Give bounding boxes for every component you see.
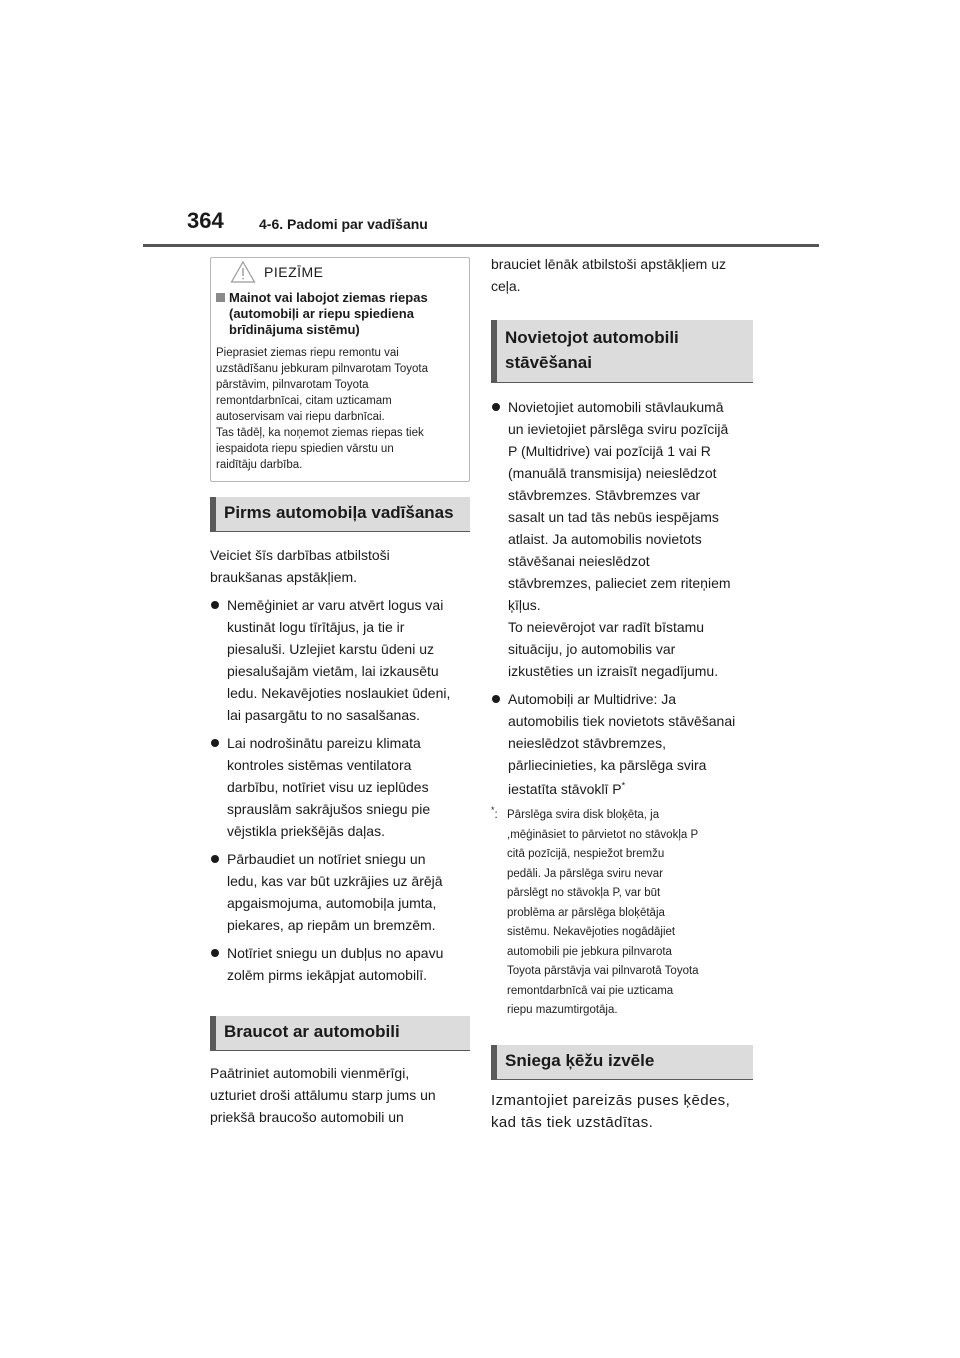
- bullet-item: [210, 942, 470, 986]
- page-header: [143, 208, 819, 246]
- bullet-line: ledu. Nekavējoties noslaukiet ūdeni,: [227, 685, 451, 701]
- heading-line: stāvēšanai: [505, 353, 592, 372]
- bullet-line: izkustēties un izraisīt negadījumu.: [508, 663, 719, 679]
- footnote-line: Pārslēga svira disk bloķēta, ja: [507, 809, 660, 821]
- paragraph-line: Paātriniet automobili vienmērīgi,: [210, 1065, 410, 1081]
- footnote-colon: :: [494, 809, 498, 821]
- paragraph-line: Izmantojiet pareizās puses ķēdes,: [491, 1091, 731, 1109]
- bullet-line: Nemēģiniet ar varu atvērt logus vai: [227, 597, 444, 613]
- bullet-item: [491, 396, 753, 682]
- footnote-line: remontdarbnīcā vai pie uzticama: [507, 984, 674, 997]
- footnote: [491, 806, 753, 1021]
- note-header: [216, 258, 463, 288]
- footnote-line: problēma ar pārslēga bloķētāja: [507, 906, 665, 919]
- right-column: [491, 253, 753, 1134]
- note-title: PIEZĪME: [264, 264, 324, 280]
- bullet-line: sasalt un tad tās nebūs iespējams: [508, 509, 719, 525]
- bullet-line: kustināt logu tīrītājus, ja tie ir: [227, 619, 405, 635]
- bullet-item: [210, 848, 470, 936]
- note-text-line: uzstādīšanu jebkuram pilnvarotam Toyota: [216, 363, 429, 375]
- footnote-line: ,mēģināsiet to pārvietot no stāvokļa P: [507, 828, 699, 841]
- bullet-line: ķīļus.: [508, 597, 541, 613]
- bullet-line: Pārbaudiet un notīriet sniegu un: [227, 851, 426, 867]
- note-subheading-line: (automobiļi ar riepu spiediena: [229, 306, 414, 321]
- note-box: [210, 257, 470, 482]
- bullet-line: Automobiļi ar Multidrive: Ja: [508, 691, 677, 707]
- warning-triangle-icon: [230, 260, 256, 284]
- note-subheading-line: brīdinājuma sistēmu): [229, 322, 360, 337]
- heading-line: Novietojot automobili: [505, 328, 679, 347]
- footnote-line: citā pozīcijā, nespiežot bremžu: [507, 848, 665, 860]
- page-number: 364: [187, 208, 224, 233]
- note-text-line: Tas tādēļ, ka noņemot ziemas riepas tiek: [216, 427, 424, 439]
- note-text: [216, 345, 463, 473]
- bullet-line: apgaismojuma, automobiļa jumta,: [227, 895, 437, 911]
- footnote-line: automobili pie jebkura pilnvarota: [507, 945, 672, 958]
- bullet-line: lai pasargātu to no sasalšanas.: [227, 707, 421, 723]
- while-driving-paragraph-cont: [491, 253, 753, 297]
- bullet-line: ledu, kas var būt uzkrājies uz ārējā: [227, 873, 443, 889]
- section-title: 4-6. Padomi par vadīšanu: [259, 216, 428, 232]
- paragraph-line: kad tās tiek uzstādītas.: [491, 1113, 654, 1131]
- bullet-line: zolēm pirms iekāpjat automobilī.: [227, 967, 427, 983]
- before-driving-intro: [210, 544, 470, 588]
- bullet-line: situāciju, jo automobilis var: [508, 641, 676, 657]
- bullet-line: automobilis tiek novietots stāvēšanai: [508, 713, 736, 729]
- footnote-line: sistēmu. Nekavējoties nogādājiet: [507, 926, 676, 938]
- note-text-line: pārstāvim, pilnvarotam Toyota: [216, 379, 369, 391]
- bullet-line: Notīriet sniegu un dubļus no apavu: [227, 945, 444, 961]
- paragraph-line: ceļa.: [491, 278, 521, 294]
- bullet-line: darbību, notīriet visu uz ieplūdes: [227, 779, 429, 795]
- bullet-line: piekares, ap riepām un bremzēm.: [227, 917, 436, 933]
- paragraph-line: uzturiet droši attālumu starp jums un: [210, 1087, 436, 1103]
- bullet-line: piesaluši. Uzlejiet karstu ūdeni uz: [227, 641, 434, 657]
- heading-while-driving: Braucot ar automobili: [210, 1016, 470, 1051]
- while-driving-paragraph: [210, 1062, 470, 1128]
- bullet-line: neieslēdzot stāvbremzes,: [508, 735, 666, 751]
- bullet-item: [210, 594, 470, 726]
- paragraph-line: priekšā braucošo automobili un: [210, 1109, 404, 1125]
- note-text-line: autoservisam vai riepu darbnīcai.: [216, 411, 385, 423]
- bullet-line: piesalušajām vietām, lai izkausētu: [227, 663, 439, 679]
- bullet-line: vējstikla priekšējās daļas.: [227, 823, 385, 839]
- note-subheading: [216, 290, 463, 338]
- footnote-line: pedāli. Ja pārslēga sviru nevar: [507, 867, 663, 880]
- note-text-line: Pieprasiet ziemas riepu remontu vai: [216, 347, 399, 359]
- footnote-mark: [491, 806, 498, 826]
- bullet-line: pārliecinieties, ka pārslēga svira: [508, 757, 707, 773]
- intro-line: braukšanas apstākļiem.: [210, 569, 358, 585]
- note-subheading-line: Mainot vai labojot ziemas riepas: [229, 290, 428, 305]
- bullet-line-text: iestatīta stāvoklī P: [508, 781, 622, 797]
- footnote-line: Toyota pārstāvja vai pilnvarotā Toyota: [507, 965, 699, 977]
- heading-before-driving: Pirms automobiļa vadīšanas: [210, 497, 470, 532]
- bullet-line: [508, 778, 753, 800]
- note-text-line: raidītāju darbība.: [216, 459, 303, 471]
- left-column: [210, 257, 470, 1128]
- bullet-line: stāvbremzes, palieciet zem riteņiem: [508, 575, 731, 591]
- header-rule: [143, 244, 819, 247]
- bullet-line: sprauslām sakrājušos sniegu pie: [227, 801, 431, 817]
- bullet-line: Lai nodrošinātu pareizu klimata: [227, 735, 421, 751]
- bullet-line: (manuālā transmisija) neieslēdzot: [508, 465, 717, 481]
- footnote-asterisk: *: [491, 805, 495, 816]
- paragraph-line: brauciet lēnāk atbilstoši apstākļiem uz: [491, 256, 727, 272]
- bullet-line: kontroles sistēmas ventilatora: [227, 757, 412, 773]
- bullet-item: [491, 688, 753, 800]
- bullet-line: To neievērojot var radīt bīstamu: [508, 619, 705, 635]
- note-text-line: iespaidota riepu spiedien vārstu un: [216, 443, 394, 455]
- heading-parking: [491, 320, 753, 383]
- bullet-line: stāvbremzes. Stāvbremzes var: [508, 487, 701, 503]
- note-text-line: remontdarbnīcai, citam uzticamam: [216, 395, 392, 407]
- bullet-line: un ievietojiet pārslēga sviru pozīcijā: [508, 421, 729, 437]
- bullet-line: atlaist. Ja automobilis novietots: [508, 531, 702, 547]
- heading-snow-chains: Sniega ķēžu izvēle: [491, 1045, 753, 1080]
- bullet-line: Novietojiet automobili stāvlaukumā: [508, 399, 724, 415]
- snow-chains-paragraph: [491, 1090, 753, 1134]
- bullet-item: [210, 732, 470, 842]
- asterisk-marker: *: [621, 780, 626, 791]
- bullet-line: stāvēšanai neieslēdzot: [508, 553, 650, 569]
- square-bullet-icon: [216, 293, 225, 302]
- footnote-line: riepu mazumtirgotāja.: [507, 1004, 618, 1016]
- footnote-line: pārslēgt no stāvokļa P, var būt: [507, 887, 661, 899]
- bullet-line: P (Multidrive) vai pozīcijā 1 vai R: [508, 443, 711, 459]
- intro-line: Veiciet šīs darbības atbilstoši: [210, 547, 390, 563]
